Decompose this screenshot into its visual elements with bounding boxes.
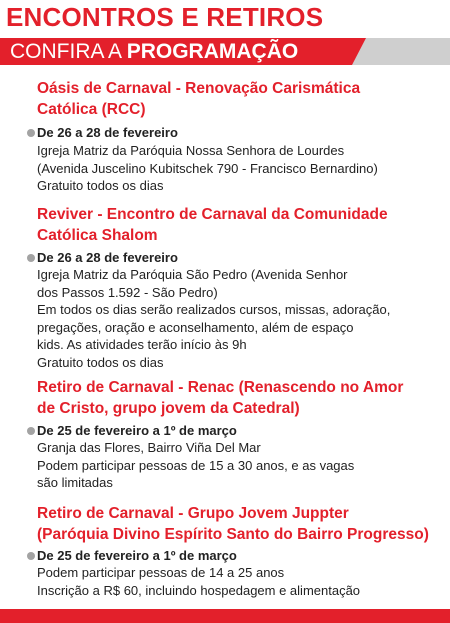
banner-light-text: CONFIRA A [10, 40, 127, 63]
bullet-dot-icon [27, 254, 35, 262]
event-detail-line: kids. As atividades terão início às 9h [37, 337, 247, 352]
event-title-line: Retiro de Carnaval - Grupo Jovem Juppter [37, 505, 349, 522]
event-detail-line: Podem participar pessoas de 15 a 30 anos, e as vagas [37, 457, 355, 473]
event-date: De 25 de fevereiro a 1º de março [37, 423, 237, 438]
event-details [37, 439, 354, 492]
page-title: ENCONTROS E RETIROS [6, 2, 324, 32]
bullet-dot-icon [27, 552, 35, 560]
event-detail-line: são limitadas [37, 475, 113, 490]
event-title [37, 503, 429, 545]
bottom-accent-bar [0, 609, 450, 623]
event-title-line: (Paróquia Divino Espírito Santo do Bairro Progresso) [37, 526, 429, 543]
event-date: De 26 a 28 de fevereiro [37, 125, 178, 140]
event-detail-line: Inscrição a R$ 60, incluindo hospedagem e alimentação [37, 582, 361, 598]
event-title-line: Retiro de Carnaval - Renac (Renascendo no Amor [37, 379, 404, 396]
event-detail-line: (Avenida Juscelino Kubitschek 790 - Francisco Bernardino) [37, 160, 378, 176]
event-title [37, 78, 360, 120]
event-details [37, 564, 360, 599]
event-date: De 26 a 28 de fevereiro [37, 250, 178, 265]
event-title-line: de Cristo, grupo jovem da Catedral) [37, 400, 300, 417]
bullet-dot-icon [27, 129, 35, 137]
event-detail-line: Gratuito todos os dias [37, 178, 164, 193]
event-detail-line: Em todos os dias serão realizados cursos, missas, adoração, [37, 302, 391, 317]
event-details [37, 266, 390, 371]
event-title-line: Católica (RCC) [37, 101, 146, 118]
event-detail-line: Gratuito todos os dias [37, 354, 164, 370]
banner-text [10, 38, 298, 65]
event-detail-line: Igreja Matriz da Paróquia Nossa Senhora de Lourdes [37, 143, 345, 158]
event-detail-line: Igreja Matriz da Paróquia São Pedro (Avenida Senhor [37, 267, 348, 282]
event-title-line: Católica Shalom [37, 227, 158, 244]
event-date: De 25 de fevereiro a 1º de março [37, 548, 237, 563]
event-detail-line: Granja das Flores, Bairro Viña Del Mar [37, 440, 261, 455]
bullet-dot-icon [27, 427, 35, 435]
event-title [37, 204, 388, 246]
event-detail-line: pregações, oração e aconselhamento, além de espaço [37, 319, 354, 335]
event-title-line: Oásis de Carnaval - Renovação Carismática [37, 80, 361, 97]
banner-bold-text: PROGRAMAÇÃO [126, 40, 299, 63]
event-detail-line: dos Passos 1.592 - São Pedro) [37, 284, 218, 300]
event-title-line: Reviver - Encontro de Carnaval da Comunidade [37, 206, 388, 223]
event-title [37, 377, 403, 419]
event-details [37, 142, 378, 195]
event-detail-line: Podem participar pessoas de 14 a 25 anos [37, 565, 285, 580]
section-banner [0, 38, 450, 65]
